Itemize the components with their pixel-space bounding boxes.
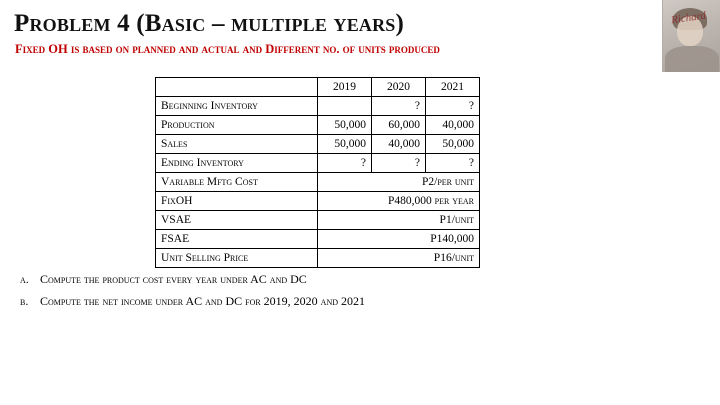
question-text-a: Compute the product cost every year under AC and DC [40,272,307,286]
question-marker-a: a. [20,272,29,286]
table-row [156,116,480,135]
row-label-unit-selling-price: Unit Selling Price [156,249,318,268]
cell-sales-2020: 40,000 [372,135,426,154]
column-header-2020: 2020 [372,78,426,97]
row-label-vsae: VSAE [156,211,318,230]
row-label-sales: Sales [156,135,318,154]
row-label-ending-inventory: Ending Inventory [156,154,318,173]
cell-beginning-inventory-2021: ? [426,97,480,116]
page-subtitle: Fixed OH is based on planned and actual and Different no. of units produced [15,42,440,56]
table-header-row [156,78,480,97]
cell-fsae-value: P140,000 [318,230,480,249]
row-label-production: Production [156,116,318,135]
table-row [156,211,480,230]
table-body [156,97,480,268]
cell-production-2019: 50,000 [318,116,372,135]
cell-ending-inventory-2020: ? [372,154,426,173]
cell-fixoh-value: P480,000 per year [318,192,480,211]
row-label-fsae: FSAE [156,230,318,249]
row-label-variable-mftg-cost: Variable Mftg Cost [156,173,318,192]
cell-vsae-value: P1/unit [318,211,480,230]
table-row [156,173,480,192]
cell-ending-inventory-2019: ? [318,154,372,173]
cell-ending-inventory-2021: ? [426,154,480,173]
table-row [156,192,480,211]
table-row [156,97,480,116]
table-corner-cell [156,78,318,97]
webcam-signature: Richard [670,9,707,27]
questions-list [20,272,365,316]
table-row [156,230,480,249]
data-table-container [155,77,480,268]
cell-unit-selling-price-value: P16/unit [318,249,480,268]
table-row [156,249,480,268]
cell-beginning-inventory-2020: ? [372,97,426,116]
column-header-2021: 2021 [426,78,480,97]
column-header-2019: 2019 [318,78,372,97]
table-header [156,78,480,97]
cell-sales-2019: 50,000 [318,135,372,154]
page-title: Problem 4 (Basic – multiple years) [14,10,405,37]
table-row [156,135,480,154]
cell-beginning-inventory-2019 [318,97,372,116]
list-item [20,294,365,309]
cell-variable-mftg-cost-value: P2/per unit [318,173,480,192]
webcam-person-body [665,46,719,72]
row-label-fixoh: FixOH [156,192,318,211]
cell-sales-2021: 50,000 [426,135,480,154]
cell-production-2020: 60,000 [372,116,426,135]
list-item [20,272,365,287]
row-label-beginning-inventory: Beginning Inventory [156,97,318,116]
data-table [155,77,480,268]
cell-production-2021: 40,000 [426,116,480,135]
table-row [156,154,480,173]
webcam-thumbnail [662,0,720,72]
question-marker-b: b. [20,294,29,308]
question-text-b: Compute the net income under AC and DC for 2019, 2020 and 2021 [40,294,366,308]
